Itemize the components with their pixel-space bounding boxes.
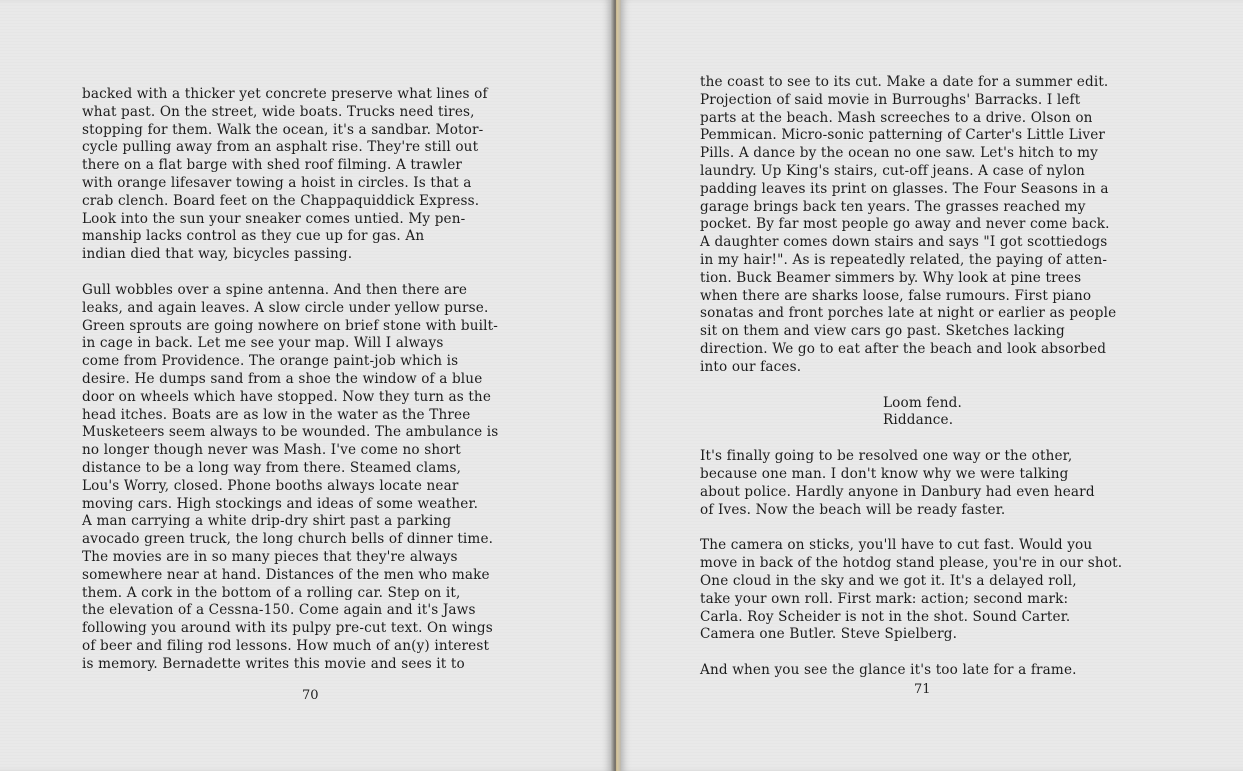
- right-page: [621, 0, 1243, 771]
- right-centered-lines: Loom fend. Riddance.: [883, 394, 962, 429]
- left-page: [0, 0, 611, 771]
- right-page-text: [700, 74, 1185, 698]
- right-paragraph-3: The camera on sticks, you'll have to cut fast. Would you move in back of the hotdog stand please, you're in our shot. One cloud in the sky and we got it. It's a delayed roll, take your own roll. First mark: action; second mark: Carla. Roy Scheider is not in the shot. Sound Carter. Camera one Butler. Steve Spielberg.: [700, 537, 1123, 643]
- right-paragraph-1: the coast to see to its cut. Make a date for a summer edit. Projection of said movie in Burroughs' Barracks. I left parts at the beach. Mash screeches to a drive. Olson on Pemmican. Micro-sonic patterning of Carter's Little Liver Pills. A dance by the ocean no one saw. Let's hitch to my laundry. Up King's stairs, cut-off jeans. A case of nylon padding leaves its print on glasses. The Four Seasons in a garage brings back ten years. The grasses reached my pocket. By far most people go away and never come back. A daughter comes down stairs and says "I got scottiedogs in my hair!". As is repeatedly related, the paying of atten- tion. Buck Beamer simmers by. Why look at pine trees when there are sharks loose, false rumours. First piano sonatas and front porches late at night or earlier as people sit on them and view cars go past. Sketches lacking direction. We go to eat after the beach and look absorbed into our faces.: [700, 74, 1117, 375]
- left-paragraph-1: backed with a thicker yet concrete preserve what lines of what past. On the street, wide boats. Trucks need tires, stopping for them. Walk the ocean, it's a sandbar. Motor- cycle pulling away from an asphalt rise. They're still out there on a flat barge with shed roof filming. A trawler with orange lifesaver towing a hoist in circles. Is that a crab clench. Board feet on the Chappaquiddick Express. Look into the sun your sneaker comes untied. My pen- manship lacks control as they cue up for gas. An indian died that way, bicycles passing.: [82, 86, 488, 263]
- book-gutter: [611, 0, 621, 771]
- left-paragraph-2: Gull wobbles over a spine antenna. And then there are leaks, and again leaves. A slow circle under yellow purse. Green sprouts are going nowhere on brief stone with built- in cage in back. Let me see your map. Will I always come from Providence. The orange paint-job which is desire. He dumps sand from a shoe the window of a blue door on wheels which have stopped. Now they turn as the head itches. Boats are as low in the water as the Three Musketeers seem always to be wounded. The ambulance is no longer though never was Mash. I've come no short distance to be a long way from there. Steamed clams, Lou's Worry, closed. Phone booths always locate near moving cars. High stockings and ideas of some weather. A man carrying a white drip-dry shirt past a parking avocado green truck, the long church bells of dinner time. The movies are in so many pieces that they're always somewhere near at hand. Distances of the men who make them. A cork in the bottom of a rolling car. Step on it, the elevation of a Cessna-150. Come again and it's Jaws following you around with its pulpy pre-cut text. On wings of beer and filing rod lessons. How much of an(y) interest is memory. Bernadette writes this movie and sees it to: [82, 281, 499, 672]
- left-page-number: 70: [302, 688, 319, 703]
- right-paragraph-2: It's finally going to be resolved one way or the other, because one man. I don't know why we were talking about police. Hardly anyone in Danbury had even heard of Ives. Now the beach will be ready faster.: [700, 448, 1095, 518]
- right-page-number: 71: [914, 682, 931, 697]
- left-page-text: [82, 86, 552, 692]
- right-paragraph-4: And when you see the glance it's too late for a frame.: [700, 662, 1077, 679]
